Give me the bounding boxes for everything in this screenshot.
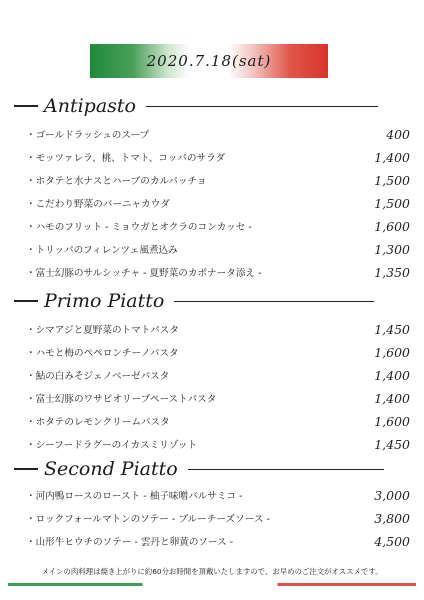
menu-item	[26, 435, 410, 453]
item-name: ・ホタテのレモンクリームパスタ	[26, 417, 170, 428]
menu-item	[26, 240, 410, 258]
item-name: ・ホタテと水ナスとハーブのカルパッチョ	[26, 176, 207, 187]
flag-stripe	[8, 583, 416, 586]
item-price: 3,800	[374, 510, 410, 526]
item-name: ・ロックフォールマトンのソテー - ブルーチーズソース -	[26, 514, 270, 525]
item-name: ・富士幻豚のサルシッチャ - 夏野菜のカポナータ添え -	[26, 268, 262, 279]
section-title: Antipasto	[44, 95, 136, 117]
item-price: 1,450	[374, 321, 410, 337]
item-price: 4,500	[374, 533, 410, 549]
section-heading-second-piatto	[14, 455, 384, 483]
heading-dash	[14, 468, 38, 470]
item-name: ・ゴールドラッシュのスープ	[26, 130, 150, 141]
item-price: 1,400	[374, 149, 410, 165]
section-title: Second Piatto	[44, 458, 178, 480]
item-price: 1,400	[374, 367, 410, 383]
item-price: 1,400	[374, 390, 410, 406]
item-name: ・鮎の白みそジェノベーゼパスタ	[26, 371, 170, 382]
item-price: 1,300	[374, 241, 410, 257]
item-name: ・富士幻豚のワサビオリーブペーストパスタ	[26, 394, 217, 405]
item-price: 1,500	[374, 172, 410, 188]
item-name: ・モッツァレラ、桃、トマト、コッパのサラダ	[26, 153, 226, 164]
menu-item	[26, 532, 410, 550]
menu-item	[26, 343, 410, 361]
menu-item	[26, 509, 410, 527]
item-price: 1,500	[374, 195, 410, 211]
menu-item	[26, 486, 410, 504]
item-price: 3,000	[374, 487, 410, 503]
item-price: 1,600	[374, 344, 410, 360]
menu-item	[26, 194, 410, 212]
menu-item	[26, 320, 410, 338]
item-name: ・ハモと梅のペペロンチーノパスタ	[26, 348, 179, 359]
heading-rule	[188, 469, 384, 470]
footnote: メインの肉料理は焼き上がりに約60分お時間を頂戴いたしますので、お早めのご注文がオススメです。	[41, 567, 383, 576]
heading-dash	[14, 300, 38, 302]
item-name: ・シーフードラグーのイカスミリゾット	[26, 440, 198, 451]
section-heading-primo-piatto	[14, 287, 374, 315]
heading-dash	[14, 105, 38, 107]
item-name: ・山形牛ヒウチのソテー - 雲丹と卵黄のソース -	[26, 537, 234, 548]
date-label: 2020.7.18(sat)	[146, 52, 272, 70]
item-price: 400	[386, 126, 410, 142]
item-price: 1,350	[374, 264, 410, 280]
item-name: ・こだわり野菜のバーニャカウダ	[26, 199, 170, 210]
item-price: 1,450	[374, 436, 410, 452]
item-name: ・シマアジと夏野菜のトマトパスタ	[26, 325, 179, 336]
menu-item	[26, 412, 410, 430]
item-name: ・トリッパのフィレンツェ風煮込み	[26, 245, 178, 256]
menu-item	[26, 389, 410, 407]
heading-rule	[174, 301, 374, 302]
item-price: 1,600	[374, 218, 410, 234]
menu-item	[26, 171, 410, 189]
item-name: ・ハモのフリット - ミョウガとオクラのコンカッセ -	[26, 222, 252, 233]
item-name: ・河内鴨ロースのロースト - 柚子味噌バルサミコ -	[26, 491, 243, 502]
menu-item	[26, 366, 410, 384]
date-banner	[90, 44, 328, 78]
menu-item	[26, 217, 410, 235]
section-title: Primo Piatto	[44, 290, 165, 312]
menu-item	[26, 125, 410, 143]
heading-rule	[146, 106, 378, 107]
section-heading-antipasto	[14, 92, 378, 120]
item-price: 1,600	[374, 413, 410, 429]
menu-item	[26, 148, 410, 166]
menu-item	[26, 263, 410, 281]
